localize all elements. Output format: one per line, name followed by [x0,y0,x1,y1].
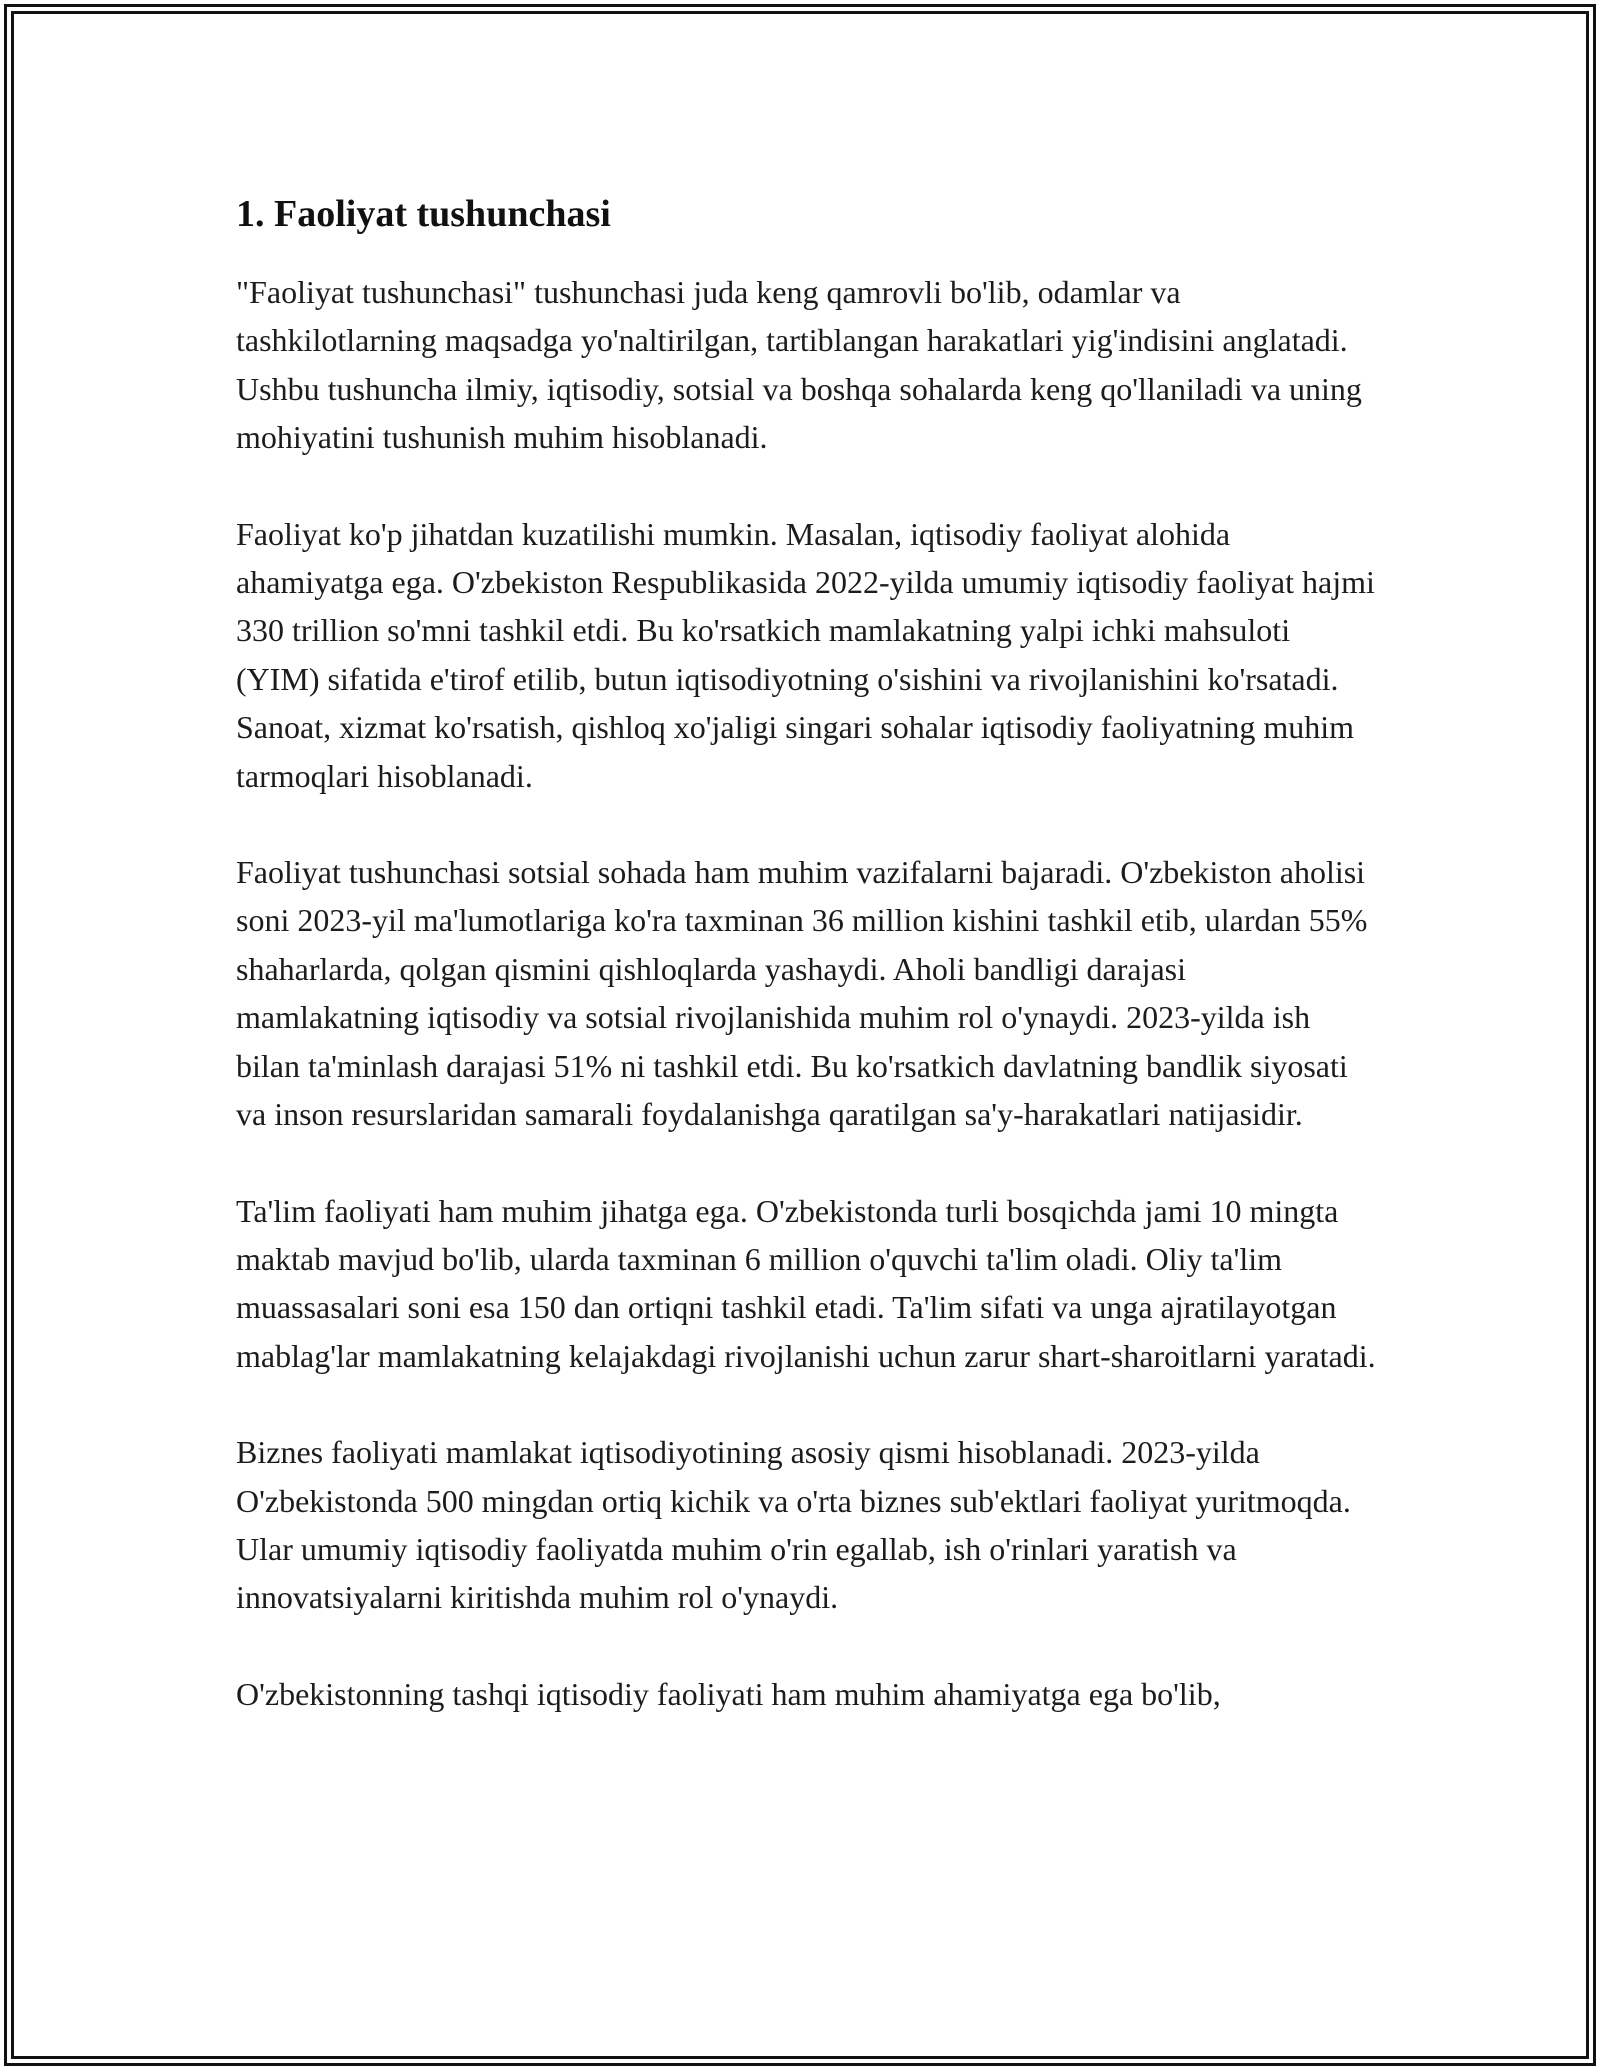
paragraph-economic-activity: Faoliyat ko'p jihatdan kuzatilishi mumkin. Masalan, iqtisodiy faoliyat alohida ahamiyatga ega. O'zbekiston Respublikasida 2022-yilda umumiy iqtisodiy faoliyat hajmi 330 trillion so'mni tashkil etdi. Bu ko'rsatkich mamlakatning yalpi ichki mahsuloti (YIM) sifatida e'tirof etilib, butun iqtisodiyotning o'sishini va rivojlanishini ko'rsatadi. Sanoat, xizmat ko'rsatish, qishloq xo'jaligi singari sohalar iqtisodiy faoliyatning muhim tarmoqlari hisoblanadi. [236,515,1375,794]
document-body [236,190,1376,1766]
paragraph-social-activity: Faoliyat tushunchasi sotsial sohada ham muhim vazifalarni bajaradi. O'zbekiston aholisi soni 2023-yil ma'lumotlariga ko'ra taxminan 36 million kishini tashkil etib, ulardan 55% shaharlarda, qolgan qismini qishloqlarda yashaydi. Aholi bandligi darajasi mamlakatning iqtisodiy va sotsial rivojlanishida muhim rol o'ynaydi. 2023-yilda ish bilan ta'minlash darajasi 51% ni tashkil etdi. Bu ko'rsatkich davlatning bandlik siyosati va inson resurslaridan samarali foydalanishga qaratilgan sa'y-harakatlari natijasidir. [236,854,1368,1133]
paragraph-business-activity: Biznes faoliyati mamlakat iqtisodiyotining asosiy qismi hisoblanadi. 2023-yilda O'zbekistonda 500 mingdan ortiq kichik va o'rta biznes sub'ektlari faoliyat yuritmoqda. Ular umumiy iqtisodiy faoliyatda muhim o'rin egallab, ish o'rinlari yaratish va innovatsiyalarni kiritishda muhim rol o'ynaydi. [236,1434,1351,1616]
paragraph-education-activity: Ta'lim faoliyati ham muhim jihatga ega. O'zbekistonda turli bosqichda jami 10 mingta maktab mavjud bo'lib, ularda taxminan 6 million o'quvchi ta'lim oladi. Oliy ta'lim muassasalari soni esa 150 dan ortiqni tashkil etadi. Ta'lim sifati va unga ajratilayotgan mablag'lar mamlakatning kelajakdagi rivojlanishi uchun zarur shart-sharoitlarni yaratadi. [236,1192,1376,1374]
paragraph-definition: "Faoliyat tushunchasi" tushunchasi juda keng qamrovli bo'lib, odamlar va tashkilotlarning maqsadga yo'naltirilgan, tartiblangan harakatlari yig'indisini anglatadi. Ushbu tushuncha ilmiy, iqtisodiy, sotsial va boshqa sohalarda keng qo'llaniladi va uning mohiyatini tushunish muhim hisoblanadi. [236,274,1362,456]
section-heading: 1. Faoliyat tushunchasi [236,193,611,235]
paragraph-foreign-economic-activity: O'zbekistonning tashqi iqtisodiy faoliyati ham muhim ahamiyatga ega bo'lib, [236,1675,1221,1712]
